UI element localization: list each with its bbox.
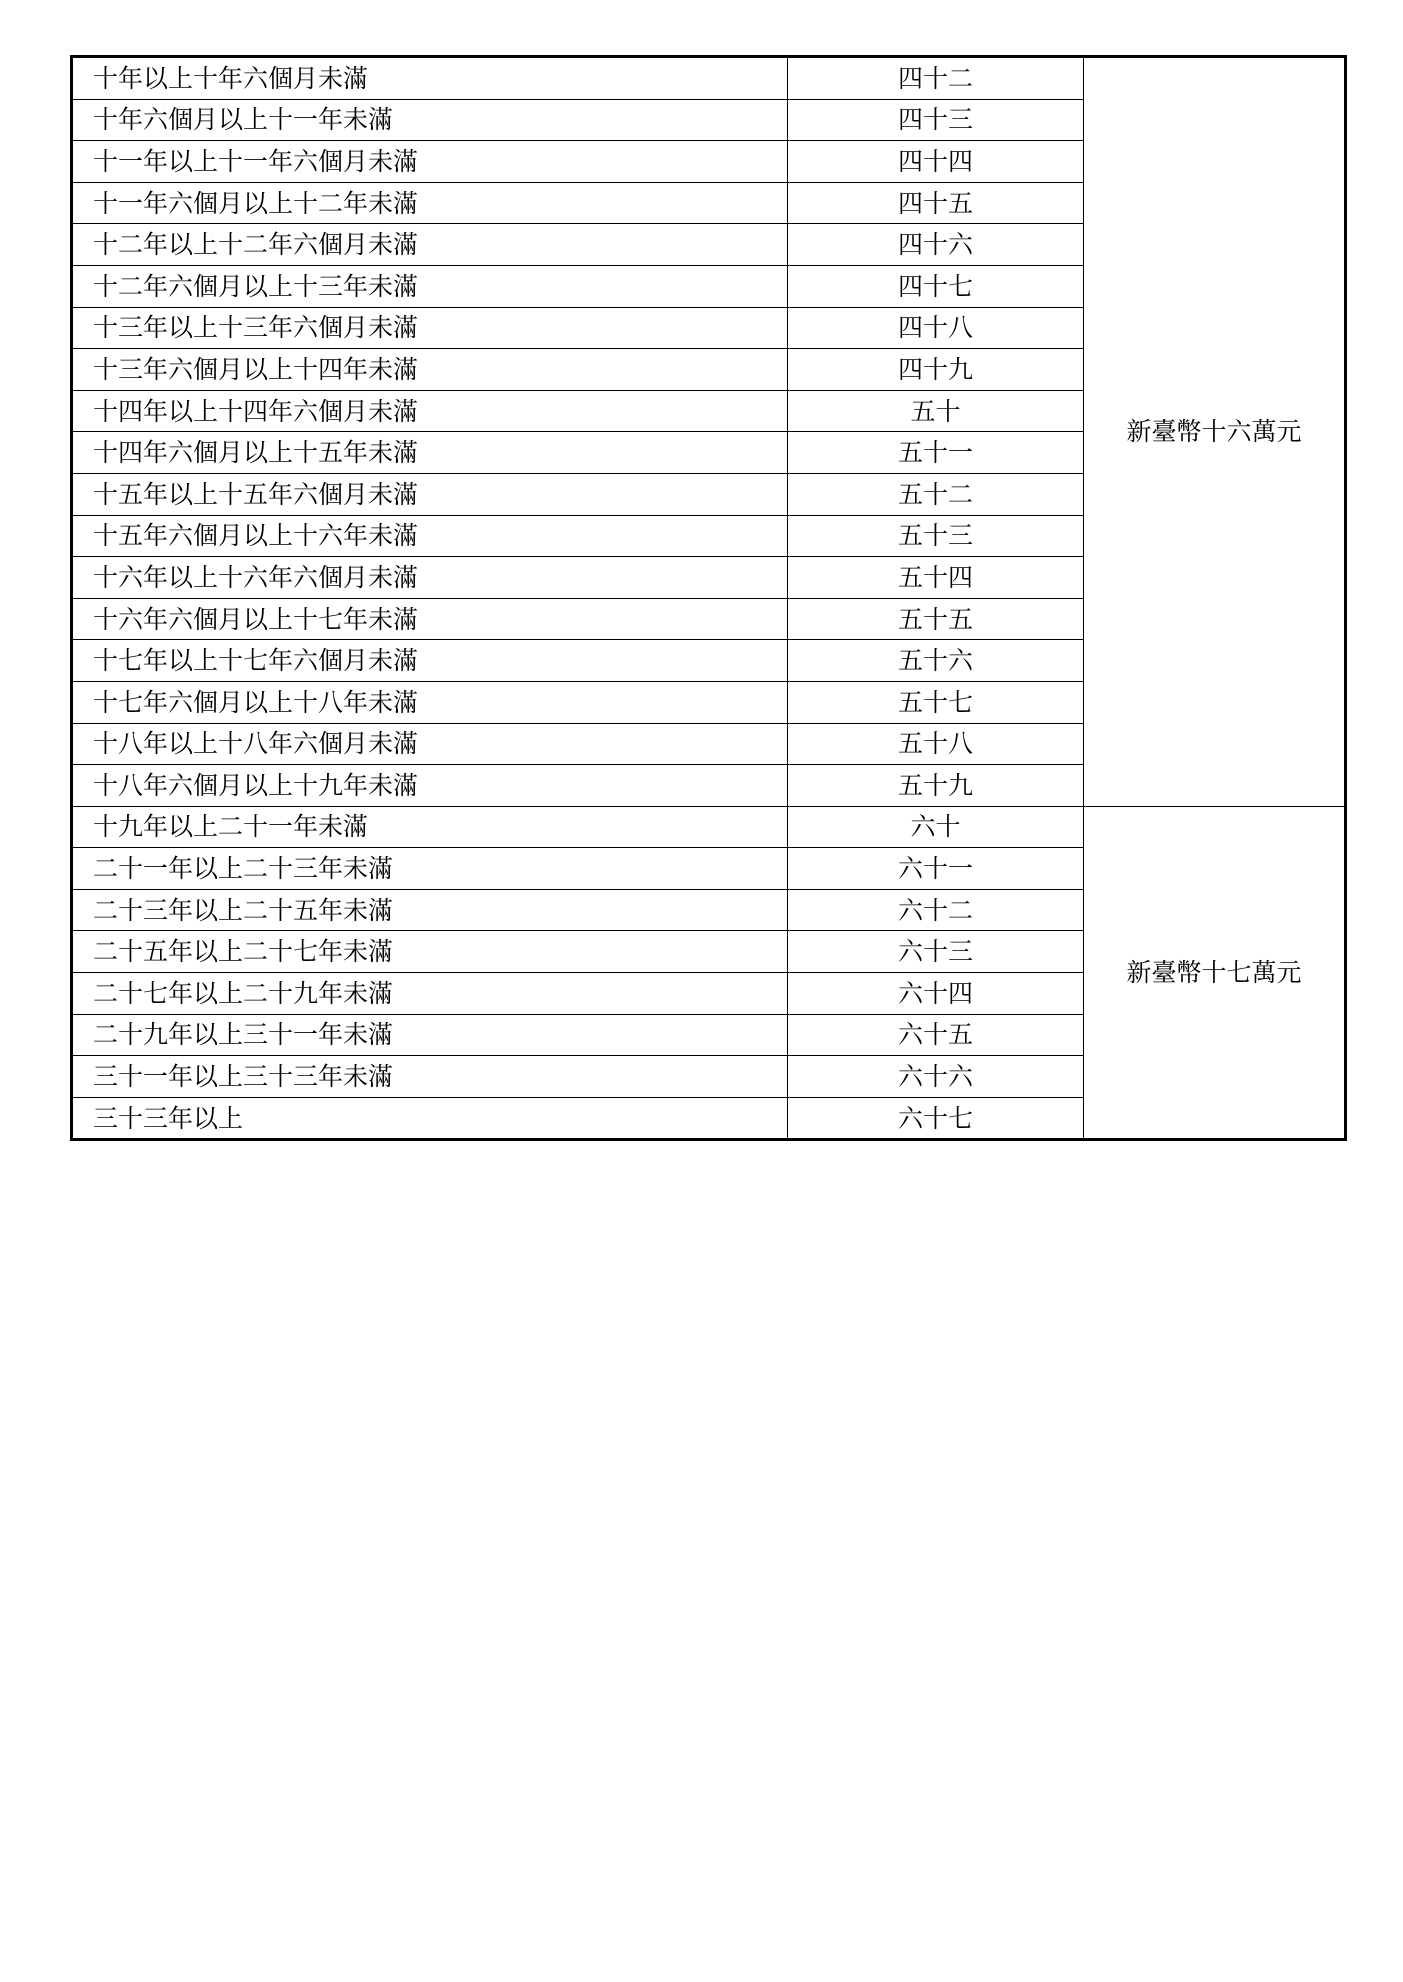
base-count-cell: 五十三 <box>788 515 1084 557</box>
service-period-cell: 十六年六個月以上十七年未滿 <box>72 598 788 640</box>
base-count-cell: 六十四 <box>788 973 1084 1015</box>
service-period-cell: 十八年六個月以上十九年未滿 <box>72 765 788 807</box>
base-count-cell: 四十二 <box>788 57 1084 100</box>
base-count-cell: 五十六 <box>788 640 1084 682</box>
service-period-cell: 二十一年以上二十三年未滿 <box>72 848 788 890</box>
service-period-cell: 二十九年以上三十一年未滿 <box>72 1014 788 1056</box>
base-count-cell: 五十五 <box>788 598 1084 640</box>
base-count-cell: 五十八 <box>788 723 1084 765</box>
base-count-cell: 五十七 <box>788 681 1084 723</box>
base-count-cell: 五十四 <box>788 557 1084 599</box>
service-period-cell: 十六年以上十六年六個月未滿 <box>72 557 788 599</box>
service-period-cell: 二十五年以上二十七年未滿 <box>72 931 788 973</box>
service-period-cell: 十五年六個月以上十六年未滿 <box>72 515 788 557</box>
pension-table <box>70 55 1347 1141</box>
base-count-cell: 四十六 <box>788 224 1084 266</box>
service-period-cell: 十五年以上十五年六個月未滿 <box>72 473 788 515</box>
service-period-cell: 二十三年以上二十五年未滿 <box>72 889 788 931</box>
table-row <box>72 57 1346 100</box>
service-period-cell: 十三年以上十三年六個月未滿 <box>72 307 788 349</box>
service-period-cell: 二十七年以上二十九年未滿 <box>72 973 788 1015</box>
service-period-cell: 十四年六個月以上十五年未滿 <box>72 432 788 474</box>
base-count-cell: 五十 <box>788 390 1084 432</box>
service-period-cell: 十一年以上十一年六個月未滿 <box>72 141 788 183</box>
service-period-cell: 三十一年以上三十三年未滿 <box>72 1056 788 1098</box>
service-period-cell: 十七年以上十七年六個月未滿 <box>72 640 788 682</box>
base-count-cell: 四十九 <box>788 349 1084 391</box>
service-period-cell: 十一年六個月以上十二年未滿 <box>72 182 788 224</box>
service-period-cell: 十八年以上十八年六個月未滿 <box>72 723 788 765</box>
service-period-cell: 十四年以上十四年六個月未滿 <box>72 390 788 432</box>
service-period-cell: 十三年六個月以上十四年未滿 <box>72 349 788 391</box>
amount-cell: 新臺幣十六萬元 <box>1084 57 1346 807</box>
service-period-cell: 三十三年以上 <box>72 1097 788 1140</box>
table-row <box>72 806 1346 848</box>
table-body <box>72 57 1346 1140</box>
base-count-cell: 六十七 <box>788 1097 1084 1140</box>
base-count-cell: 六十一 <box>788 848 1084 890</box>
service-period-cell: 十二年以上十二年六個月未滿 <box>72 224 788 266</box>
base-count-cell: 四十五 <box>788 182 1084 224</box>
base-count-cell: 四十四 <box>788 141 1084 183</box>
base-count-cell: 六十二 <box>788 889 1084 931</box>
service-period-cell: 十二年六個月以上十三年未滿 <box>72 265 788 307</box>
amount-cell: 新臺幣十七萬元 <box>1084 806 1346 1140</box>
base-count-cell: 六十六 <box>788 1056 1084 1098</box>
base-count-cell: 五十二 <box>788 473 1084 515</box>
service-period-cell: 十年六個月以上十一年未滿 <box>72 99 788 141</box>
service-period-cell: 十七年六個月以上十八年未滿 <box>72 681 788 723</box>
base-count-cell: 五十一 <box>788 432 1084 474</box>
base-count-cell: 六十五 <box>788 1014 1084 1056</box>
base-count-cell: 六十三 <box>788 931 1084 973</box>
base-count-cell: 五十九 <box>788 765 1084 807</box>
service-period-cell: 十九年以上二十一年未滿 <box>72 806 788 848</box>
base-count-cell: 六十 <box>788 806 1084 848</box>
service-period-cell: 十年以上十年六個月未滿 <box>72 57 788 100</box>
base-count-cell: 四十三 <box>788 99 1084 141</box>
base-count-cell: 四十八 <box>788 307 1084 349</box>
base-count-cell: 四十七 <box>788 265 1084 307</box>
